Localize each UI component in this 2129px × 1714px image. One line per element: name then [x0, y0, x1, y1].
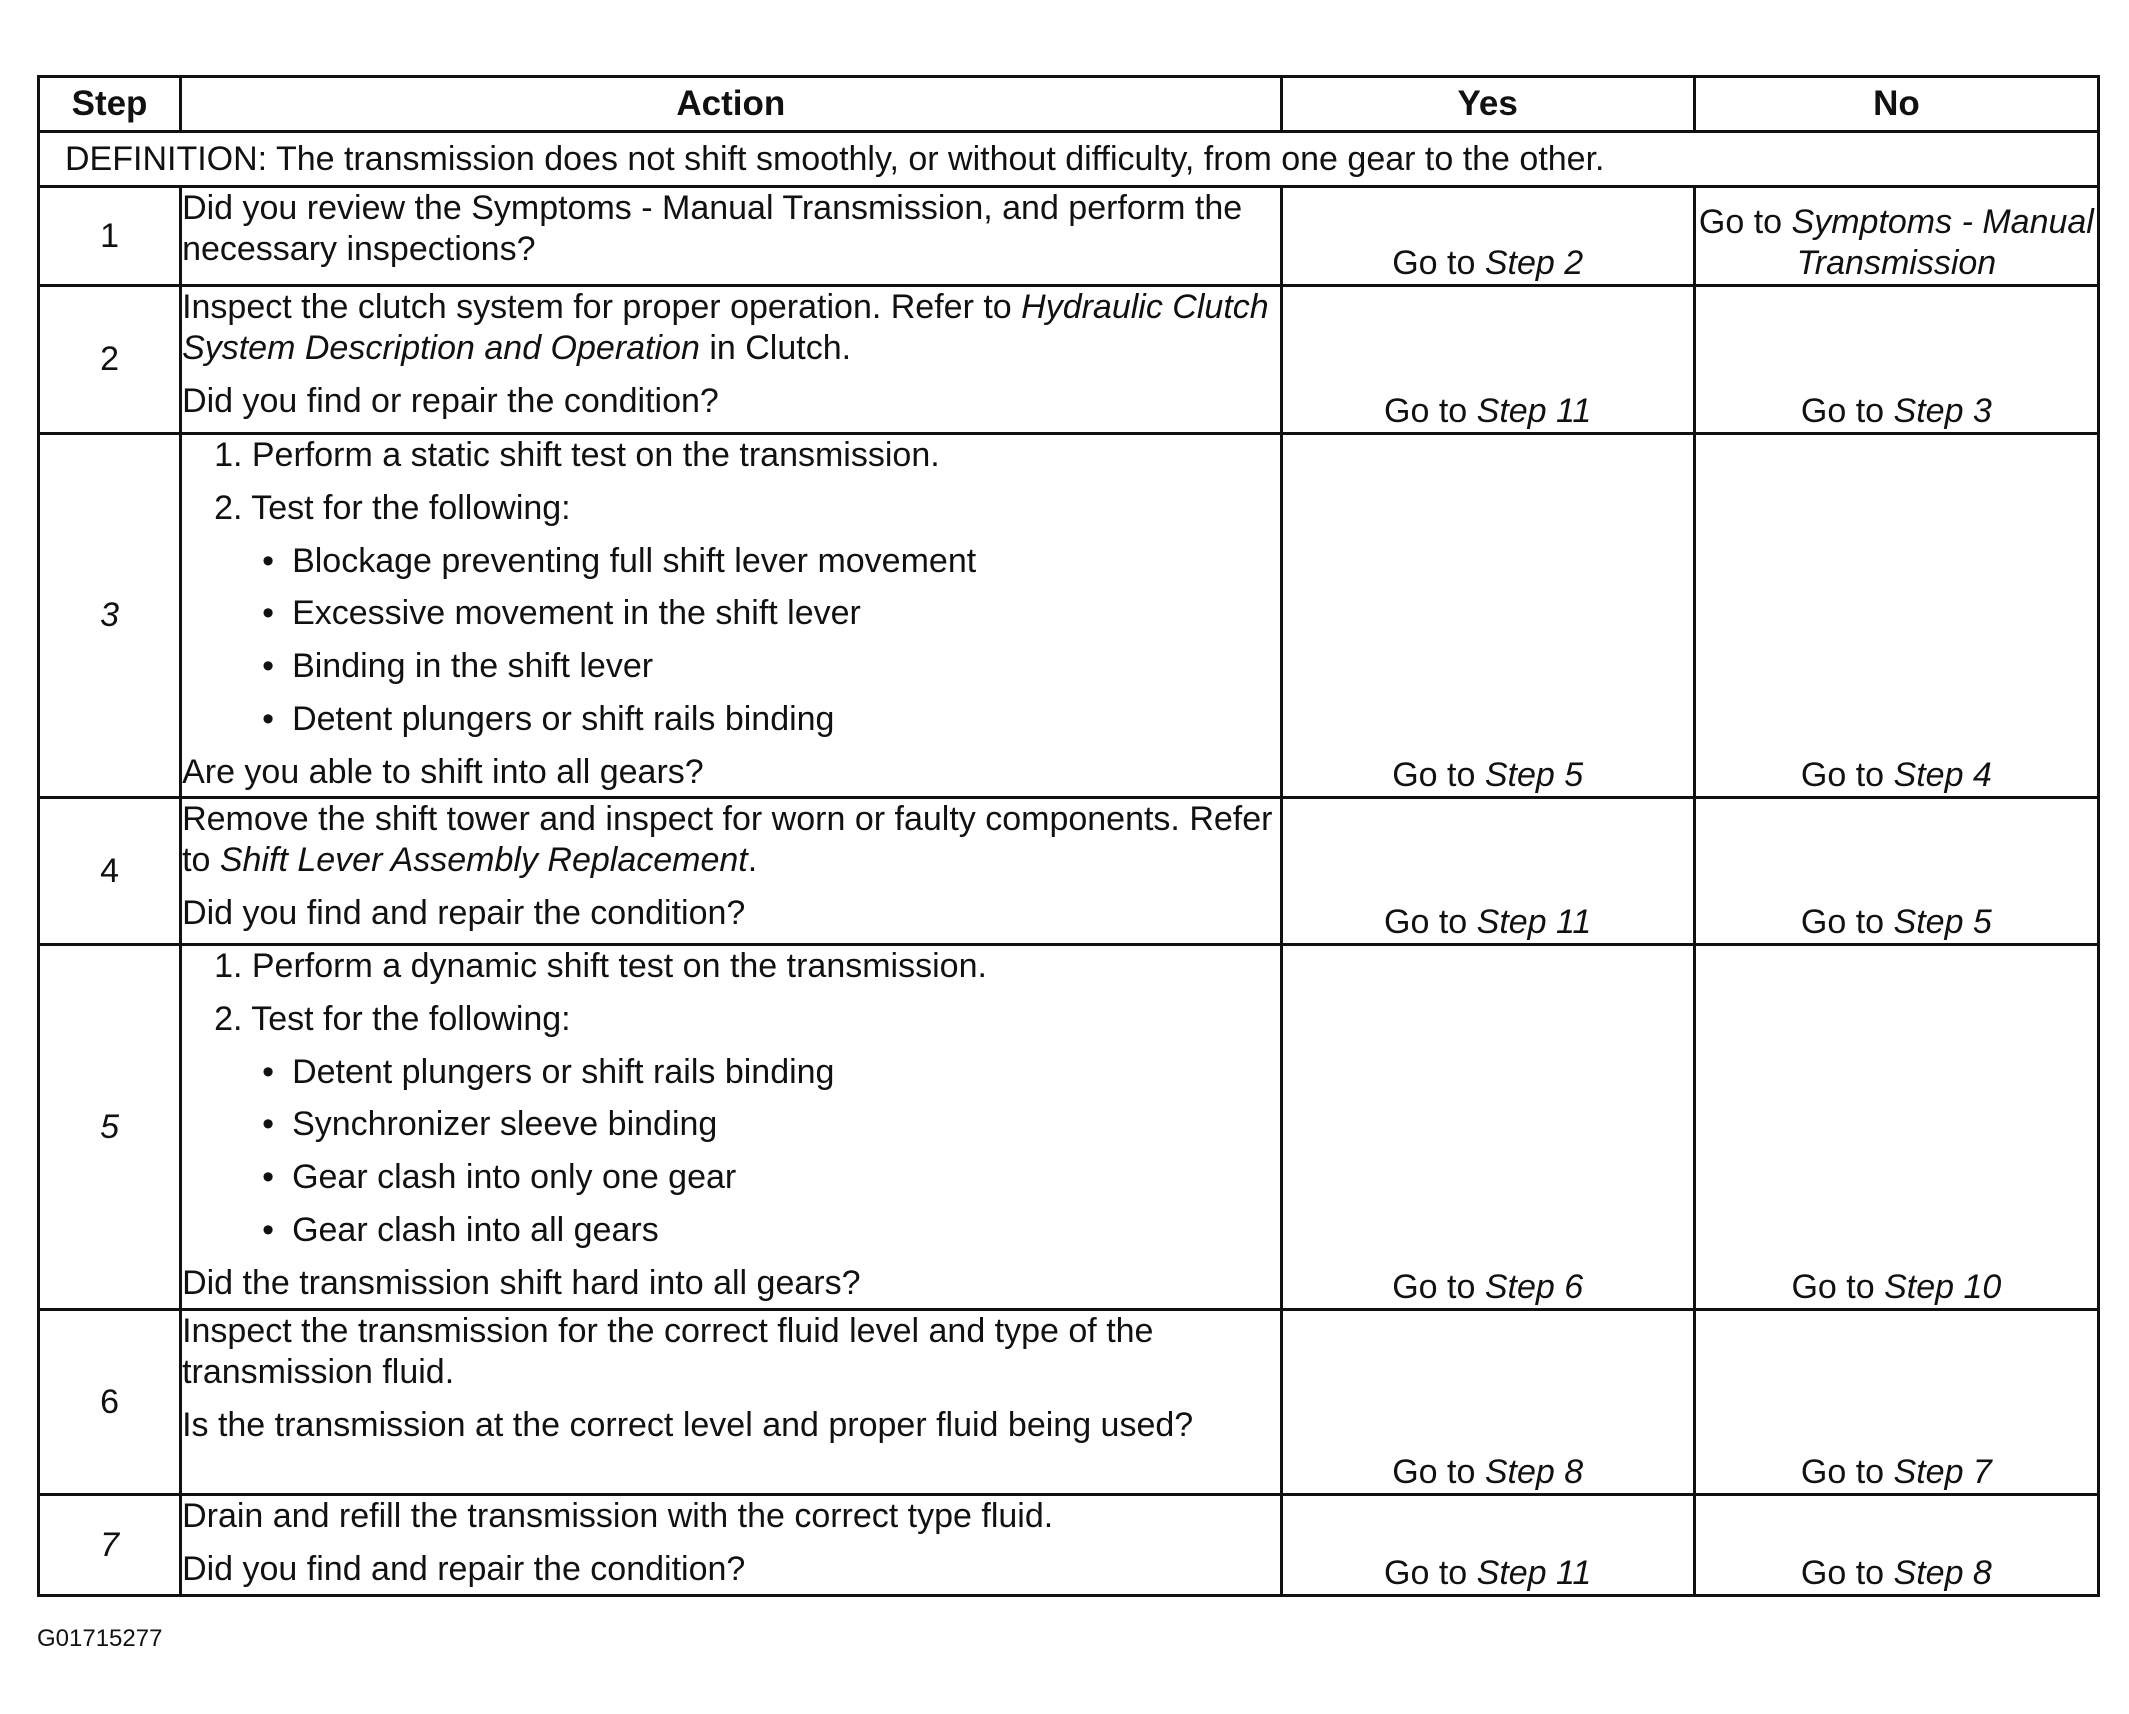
yes-target-link[interactable]: Step 5 [1484, 756, 1584, 795]
no-target-link[interactable]: Step 7 [1893, 1453, 1992, 1492]
yes-cell [1281, 1495, 1694, 1596]
yes-prefix: Go to [1392, 1453, 1485, 1492]
bullet-item: • Gear clash into all gears [262, 1210, 1280, 1251]
yes-target-link[interactable]: Step 11 [1476, 903, 1592, 942]
action-cell [181, 434, 1282, 798]
action-text-pre: Inspect the clutch system for proper operation. Refer to [182, 288, 1022, 326]
action-question: Did you find and repair the condition? [182, 893, 746, 932]
no-prefix: Go to [1698, 203, 1792, 242]
figure-id: G01715277 [37, 1625, 163, 1652]
no-prefix: Go to [1791, 1268, 1885, 1307]
action-question: Did you find and repair the condition? [182, 1549, 746, 1588]
action-text: Did you review the Symptoms - Manual Transmission, and perform the necessary inspections? [182, 189, 1243, 268]
action-text-pre: Remove the shift tower and inspect for worn or faulty components. Refer to [182, 800, 1273, 879]
no-target-link[interactable]: Symptoms - Manual Transmission [1791, 203, 2094, 283]
yes-cell [1281, 187, 1694, 286]
action-cell [181, 286, 1282, 434]
step-number: 6 [39, 1310, 181, 1495]
table-row [39, 945, 2099, 1310]
yes-prefix: Go to [1384, 392, 1477, 431]
yes-target-link[interactable]: Step 11 [1476, 1554, 1592, 1593]
yes-target-link[interactable]: Step 11 [1476, 392, 1592, 431]
action-text [182, 287, 1280, 369]
bullet-item: • Binding in the shift lever [262, 646, 1280, 687]
action-question: Is the transmission at the correct level and proper fluid being used? [182, 1405, 1194, 1444]
yes-cell [1281, 798, 1694, 945]
numbered-item: 2. Test for the following: [214, 999, 571, 1038]
action-question: Did you find or repair the condition? [182, 381, 719, 420]
no-prefix: Go to [1800, 756, 1894, 795]
step-number: 5 [39, 945, 181, 1310]
yes-cell [1281, 945, 1694, 1310]
header-action: Action [181, 77, 1282, 132]
action-text-post: in Clutch. [699, 328, 852, 367]
action-text: Inspect the transmission for the correct fluid level and type of the transmission fluid. [182, 1312, 1154, 1391]
numbered-item: 1. Perform a dynamic shift test on the transmission. [214, 947, 987, 985]
action-cell [181, 187, 1282, 286]
table-row [39, 286, 2099, 434]
no-cell [1694, 945, 2098, 1310]
no-target-link[interactable]: Step 5 [1893, 903, 1992, 942]
step-number: 2 [39, 286, 181, 434]
header-row [39, 77, 2099, 132]
bullet-item: • Excessive movement in the shift lever [262, 593, 1280, 634]
bullet-item: • Gear clash into only one gear [262, 1157, 1280, 1198]
table-row [39, 1310, 2099, 1495]
action-text-post: . [747, 840, 758, 879]
yes-target-link[interactable]: Step 6 [1484, 1268, 1584, 1307]
no-cell [1694, 1310, 2098, 1495]
action-question: Did the transmission shift hard into all gears? [182, 1263, 861, 1302]
yes-target-link[interactable]: Step 2 [1484, 244, 1584, 283]
reference-link[interactable]: Shift Lever Assembly Replacement [219, 840, 748, 879]
definition-row [39, 132, 2099, 187]
no-cell [1694, 434, 2098, 798]
bullet-item: • Detent plungers or shift rails binding [262, 699, 1280, 740]
no-target-link[interactable]: Step 4 [1893, 756, 1992, 795]
bullet-item: • Detent plungers or shift rails binding [262, 1052, 1280, 1093]
bullet-item: • Synchronizer sleeve binding [262, 1104, 1280, 1145]
reference-link[interactable]: Hydraulic Clutch System Description and Operation [182, 288, 1269, 367]
numbered-item: 1. Perform a static shift test on the transmission. [214, 436, 940, 474]
table-row [39, 798, 2099, 945]
yes-target-link[interactable]: Step 8 [1484, 1453, 1584, 1492]
action-cell [181, 1310, 1282, 1495]
no-prefix: Go to [1800, 903, 1894, 942]
yes-prefix: Go to [1392, 756, 1485, 795]
numbered-item: 2. Test for the following: [214, 488, 571, 527]
step-number: 3 [39, 434, 181, 798]
table-row [39, 1495, 2099, 1596]
step-number: 1 [39, 187, 181, 286]
no-target-link[interactable]: Step 3 [1893, 392, 1992, 431]
action-text: Drain and refill the transmission with the correct type fluid. [182, 1497, 1054, 1535]
no-target-link[interactable]: Step 10 [1884, 1268, 2002, 1307]
step-number: 4 [39, 798, 181, 945]
no-prefix: Go to [1800, 1453, 1894, 1492]
yes-cell [1281, 1310, 1694, 1495]
diagnostic-table [37, 75, 2100, 1597]
bullet-item: • Blockage preventing full shift lever movement [262, 541, 1280, 582]
no-target-link[interactable]: Step 8 [1893, 1554, 1992, 1593]
step-number: 7 [39, 1495, 181, 1596]
header-yes: Yes [1281, 77, 1694, 132]
action-cell [181, 945, 1282, 1310]
yes-prefix: Go to [1384, 1554, 1477, 1593]
no-cell [1694, 187, 2098, 286]
action-text [182, 799, 1280, 881]
no-prefix: Go to [1800, 1554, 1894, 1593]
no-cell [1694, 798, 2098, 945]
no-prefix: Go to [1800, 392, 1894, 431]
header-step: Step [39, 77, 181, 132]
action-cell [181, 1495, 1282, 1596]
definition-text: DEFINITION: The transmission does not shift smoothly, or without difficulty, from one gear to the other. [39, 132, 2099, 187]
header-no: No [1694, 77, 2098, 132]
table-row [39, 187, 2099, 286]
action-question: Are you able to shift into all gears? [182, 752, 704, 791]
yes-prefix: Go to [1384, 903, 1477, 942]
no-cell [1694, 286, 2098, 434]
yes-cell [1281, 286, 1694, 434]
action-cell [181, 798, 1282, 945]
no-cell [1694, 1495, 2098, 1596]
yes-prefix: Go to [1392, 244, 1485, 283]
yes-prefix: Go to [1392, 1268, 1485, 1307]
yes-cell [1281, 434, 1694, 798]
table-row [39, 434, 2099, 798]
